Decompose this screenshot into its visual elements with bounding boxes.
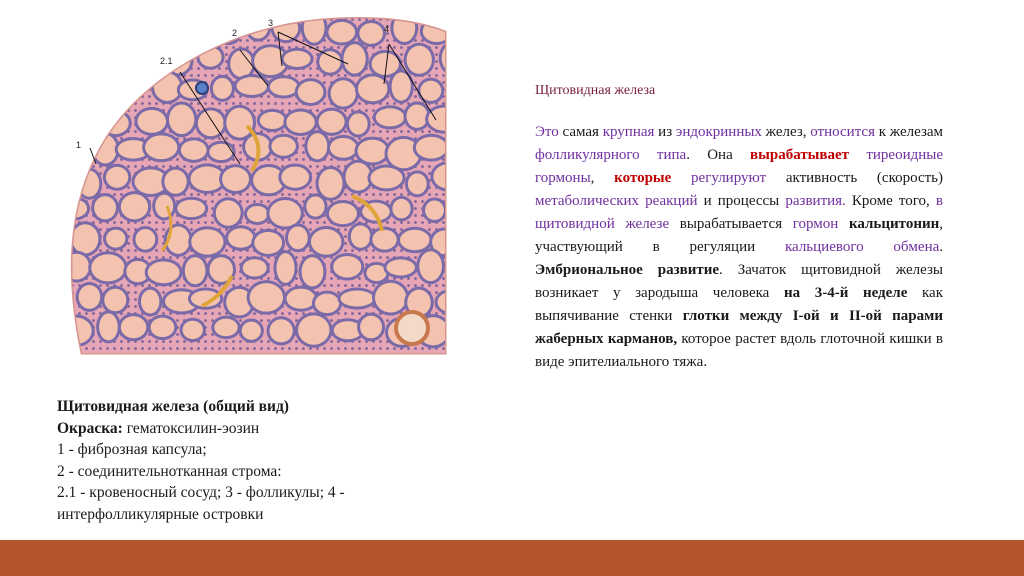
text-segment: кальциевого обмена	[784, 239, 940, 255]
follicle-colloid	[151, 318, 175, 338]
follicle-wall	[147, 16, 182, 39]
text-segment: относится	[810, 124, 875, 140]
follicle-colloid	[319, 111, 345, 133]
description-text	[535, 121, 943, 374]
label-4: 4	[384, 24, 390, 34]
text-segment: Эмбриональное развитие	[535, 262, 720, 278]
caption-stain	[57, 418, 417, 440]
text-segment	[671, 170, 691, 186]
follicle-colloid	[106, 230, 125, 248]
follicle-colloid	[407, 46, 432, 74]
follicle-colloid	[154, 73, 181, 101]
text-segment: крупная	[602, 124, 655, 140]
text-segment	[849, 147, 866, 163]
follicle-colloid	[62, 16, 84, 40]
label-3: 3	[268, 18, 274, 28]
follicle-colloid	[242, 322, 261, 340]
follicle-wall	[75, 44, 101, 69]
follicle-colloid	[307, 133, 327, 159]
follicle-colloid	[67, 83, 85, 101]
follicle-colloid	[311, 229, 341, 255]
follicle-field	[62, 16, 452, 356]
follicle-colloid	[94, 196, 116, 219]
follicle-colloid	[315, 294, 339, 313]
follicle-colloid	[330, 138, 357, 158]
follicle-colloid	[306, 196, 324, 216]
label-2: 2	[232, 28, 238, 38]
follicle-colloid	[88, 79, 117, 107]
description-block	[535, 83, 943, 374]
follicle-colloid	[271, 137, 295, 156]
follicle-colloid	[343, 44, 365, 73]
follicle-wall	[73, 110, 104, 137]
follicle-colloid	[89, 21, 114, 44]
follicle-colloid	[270, 78, 298, 95]
follicle-colloid	[416, 137, 447, 159]
follicle-colloid	[274, 16, 299, 40]
follicle-colloid	[270, 319, 293, 342]
follicle-colloid	[64, 254, 89, 280]
follicle-wall	[62, 16, 87, 43]
caption-item-1: 1 - фиброзная капсула;	[57, 441, 207, 458]
text-segment: к железам	[875, 124, 944, 140]
follicle-colloid	[121, 78, 142, 95]
follicle-colloid	[406, 104, 427, 127]
follicle-colloid	[298, 315, 329, 344]
caption-title: Щитовидная железа (общий вид)	[57, 398, 289, 415]
text-segment: самая	[558, 124, 603, 140]
follicle-colloid	[181, 21, 210, 39]
follicle-colloid	[358, 140, 388, 163]
follicle-colloid	[191, 229, 223, 254]
follicle-colloid	[228, 228, 253, 248]
follicle-colloid	[400, 230, 430, 250]
text-segment: развития.	[785, 193, 846, 209]
follicle-colloid	[226, 108, 253, 138]
follicle-wall	[116, 18, 149, 46]
follicle-colloid	[91, 254, 124, 281]
follicle-colloid	[329, 203, 357, 224]
follicle-colloid	[333, 256, 361, 278]
follicle-colloid	[392, 199, 410, 218]
follicle-colloid	[340, 291, 373, 307]
text-segment: ,	[590, 170, 615, 186]
histology-figure	[62, 16, 452, 356]
text-segment: . Она	[686, 147, 751, 163]
follicle-colloid	[111, 50, 130, 72]
caption-stain-label: Окраска:	[57, 419, 123, 437]
follicle-colloid	[408, 173, 427, 194]
follicle-colloid	[213, 78, 232, 99]
figure-caption	[57, 396, 417, 525]
follicle-colloid	[230, 50, 252, 77]
blood-vessel	[196, 82, 208, 94]
follicle-colloid	[351, 225, 371, 247]
follicle-colloid	[79, 285, 101, 309]
follicle-colloid	[183, 321, 203, 339]
text-segment: глотки между I-ой и II-ой парами жаберных карманов,	[535, 308, 943, 347]
follicle-colloid	[121, 316, 147, 338]
follicle-colloid	[104, 289, 126, 312]
text-segment: Это	[535, 124, 559, 140]
text-segment: . Зачаток щитовидной железы возникает у зародыша человека	[535, 262, 943, 301]
follicle-colloid	[99, 313, 118, 340]
follicle-colloid	[164, 170, 186, 194]
follicle-colloid	[169, 105, 194, 135]
follicle-colloid	[281, 166, 309, 187]
follicle-wall	[86, 18, 117, 47]
caption-item-2: 2 - соединительнотканная строма:	[57, 462, 282, 480]
follicle-colloid	[349, 113, 368, 134]
follicle-wall	[64, 80, 88, 104]
text-segment: которое растет вдоль глоточной кишки в виде эпителиального тяжа.	[535, 331, 943, 370]
follicle-colloid	[254, 232, 282, 254]
follicle-wall	[118, 75, 145, 98]
follicle-wall	[108, 47, 133, 75]
follicle-colloid	[375, 283, 406, 313]
follicle-wall	[85, 76, 120, 110]
caption-stain-value: гематоксилин-эозин	[122, 419, 260, 437]
follicle-colloid	[287, 289, 316, 309]
text-segment: метаболических реакций	[535, 193, 698, 209]
follicle-colloid	[222, 167, 249, 191]
label-1: 1	[76, 140, 82, 150]
follicle-colloid	[141, 290, 159, 314]
follicle-colloid	[137, 110, 166, 133]
follicle-colloid	[359, 23, 383, 44]
follicle-colloid	[248, 16, 268, 38]
follicle-colloid	[78, 47, 98, 66]
follicle-colloid	[331, 80, 356, 106]
follicle-colloid	[76, 113, 101, 134]
text-segment: которые	[614, 170, 672, 186]
follicle-colloid	[150, 19, 179, 36]
text-segment: регулируют	[691, 170, 767, 186]
follicle-wall	[62, 136, 86, 167]
text-segment: Кроме того,	[845, 193, 936, 209]
follicles	[62, 16, 452, 348]
follicle-colloid	[214, 319, 237, 336]
follicle-colloid	[269, 200, 301, 227]
text-segment: активность (скорость)	[766, 170, 944, 186]
follicle-colloid	[370, 168, 402, 189]
follicle-colloid	[328, 22, 355, 43]
follicle-colloid	[191, 166, 224, 191]
follicle-colloid	[419, 251, 442, 281]
follicle-colloid	[302, 257, 324, 286]
text-segment: тиреоидные гормоны	[535, 147, 943, 186]
text-segment: как выпячивание стенки	[535, 285, 943, 324]
text-segment: желез,	[761, 124, 811, 140]
footer-bar	[0, 540, 1024, 576]
follicle-colloid	[425, 200, 444, 220]
follicle-colloid	[145, 135, 177, 159]
follicle-colloid	[286, 112, 314, 133]
text-segment: вырабатывается	[669, 216, 793, 232]
follicle-colloid	[185, 257, 206, 284]
text-segment: на 3-4-й неделе	[783, 285, 908, 301]
thyroid-section-illustration	[62, 16, 452, 356]
follicle-colloid	[360, 316, 382, 339]
follicle-colloid	[250, 283, 283, 312]
text-segment: фолликулярного типа	[535, 147, 687, 163]
caption-item-3: 2.1 - кровеносный сосуд; 3 - фолликулы; 4 - интерфолликулярные островки	[57, 484, 345, 523]
text-segment: .	[939, 239, 944, 255]
text-segment: вырабатывает	[750, 147, 850, 163]
follicle-colloid	[72, 224, 98, 253]
label-2-1: 2.1	[160, 56, 173, 66]
follicle-colloid	[209, 144, 232, 160]
follicle-colloid	[345, 163, 370, 191]
follicle-colloid	[177, 200, 205, 217]
follicle-colloid	[247, 206, 268, 222]
text-segment: из	[654, 124, 676, 140]
follicle-colloid	[276, 253, 294, 283]
slide-title: Щитовидная железа	[535, 83, 656, 98]
follicle-colloid	[358, 76, 387, 101]
follicle-colloid	[148, 261, 180, 283]
follicle-colloid	[181, 140, 207, 160]
text-segment: гормон	[792, 216, 839, 232]
follicle-wall	[178, 18, 213, 42]
follicle-colloid	[319, 169, 343, 198]
follicle-colloid	[392, 72, 411, 100]
text-segment: эндокринных	[675, 124, 762, 140]
follicle-colloid	[216, 200, 241, 225]
text-segment: кальцитонин	[848, 216, 940, 232]
follicle-colloid	[376, 108, 405, 126]
follicle-colloid	[372, 230, 396, 250]
follicle-colloid	[135, 229, 155, 250]
follicle-colloid	[121, 194, 148, 219]
follicle-colloid	[119, 21, 146, 43]
text-segment: и процессы	[697, 193, 786, 209]
follicle-colloid	[284, 51, 311, 67]
follicle-colloid	[319, 51, 340, 73]
follicle-colloid	[386, 259, 414, 275]
follicle-colloid	[420, 81, 441, 101]
text-segment	[838, 216, 849, 232]
follicle-colloid	[243, 259, 267, 276]
text-segment: , участвующий в регуляции	[535, 216, 943, 255]
follicle-colloid	[106, 167, 128, 188]
text-segment: в щитовидной железе	[535, 193, 943, 232]
follicle-colloid	[260, 112, 285, 129]
follicle-colloid	[288, 226, 308, 249]
follicle-colloid	[62, 199, 87, 217]
follicle-colloid	[298, 81, 324, 103]
